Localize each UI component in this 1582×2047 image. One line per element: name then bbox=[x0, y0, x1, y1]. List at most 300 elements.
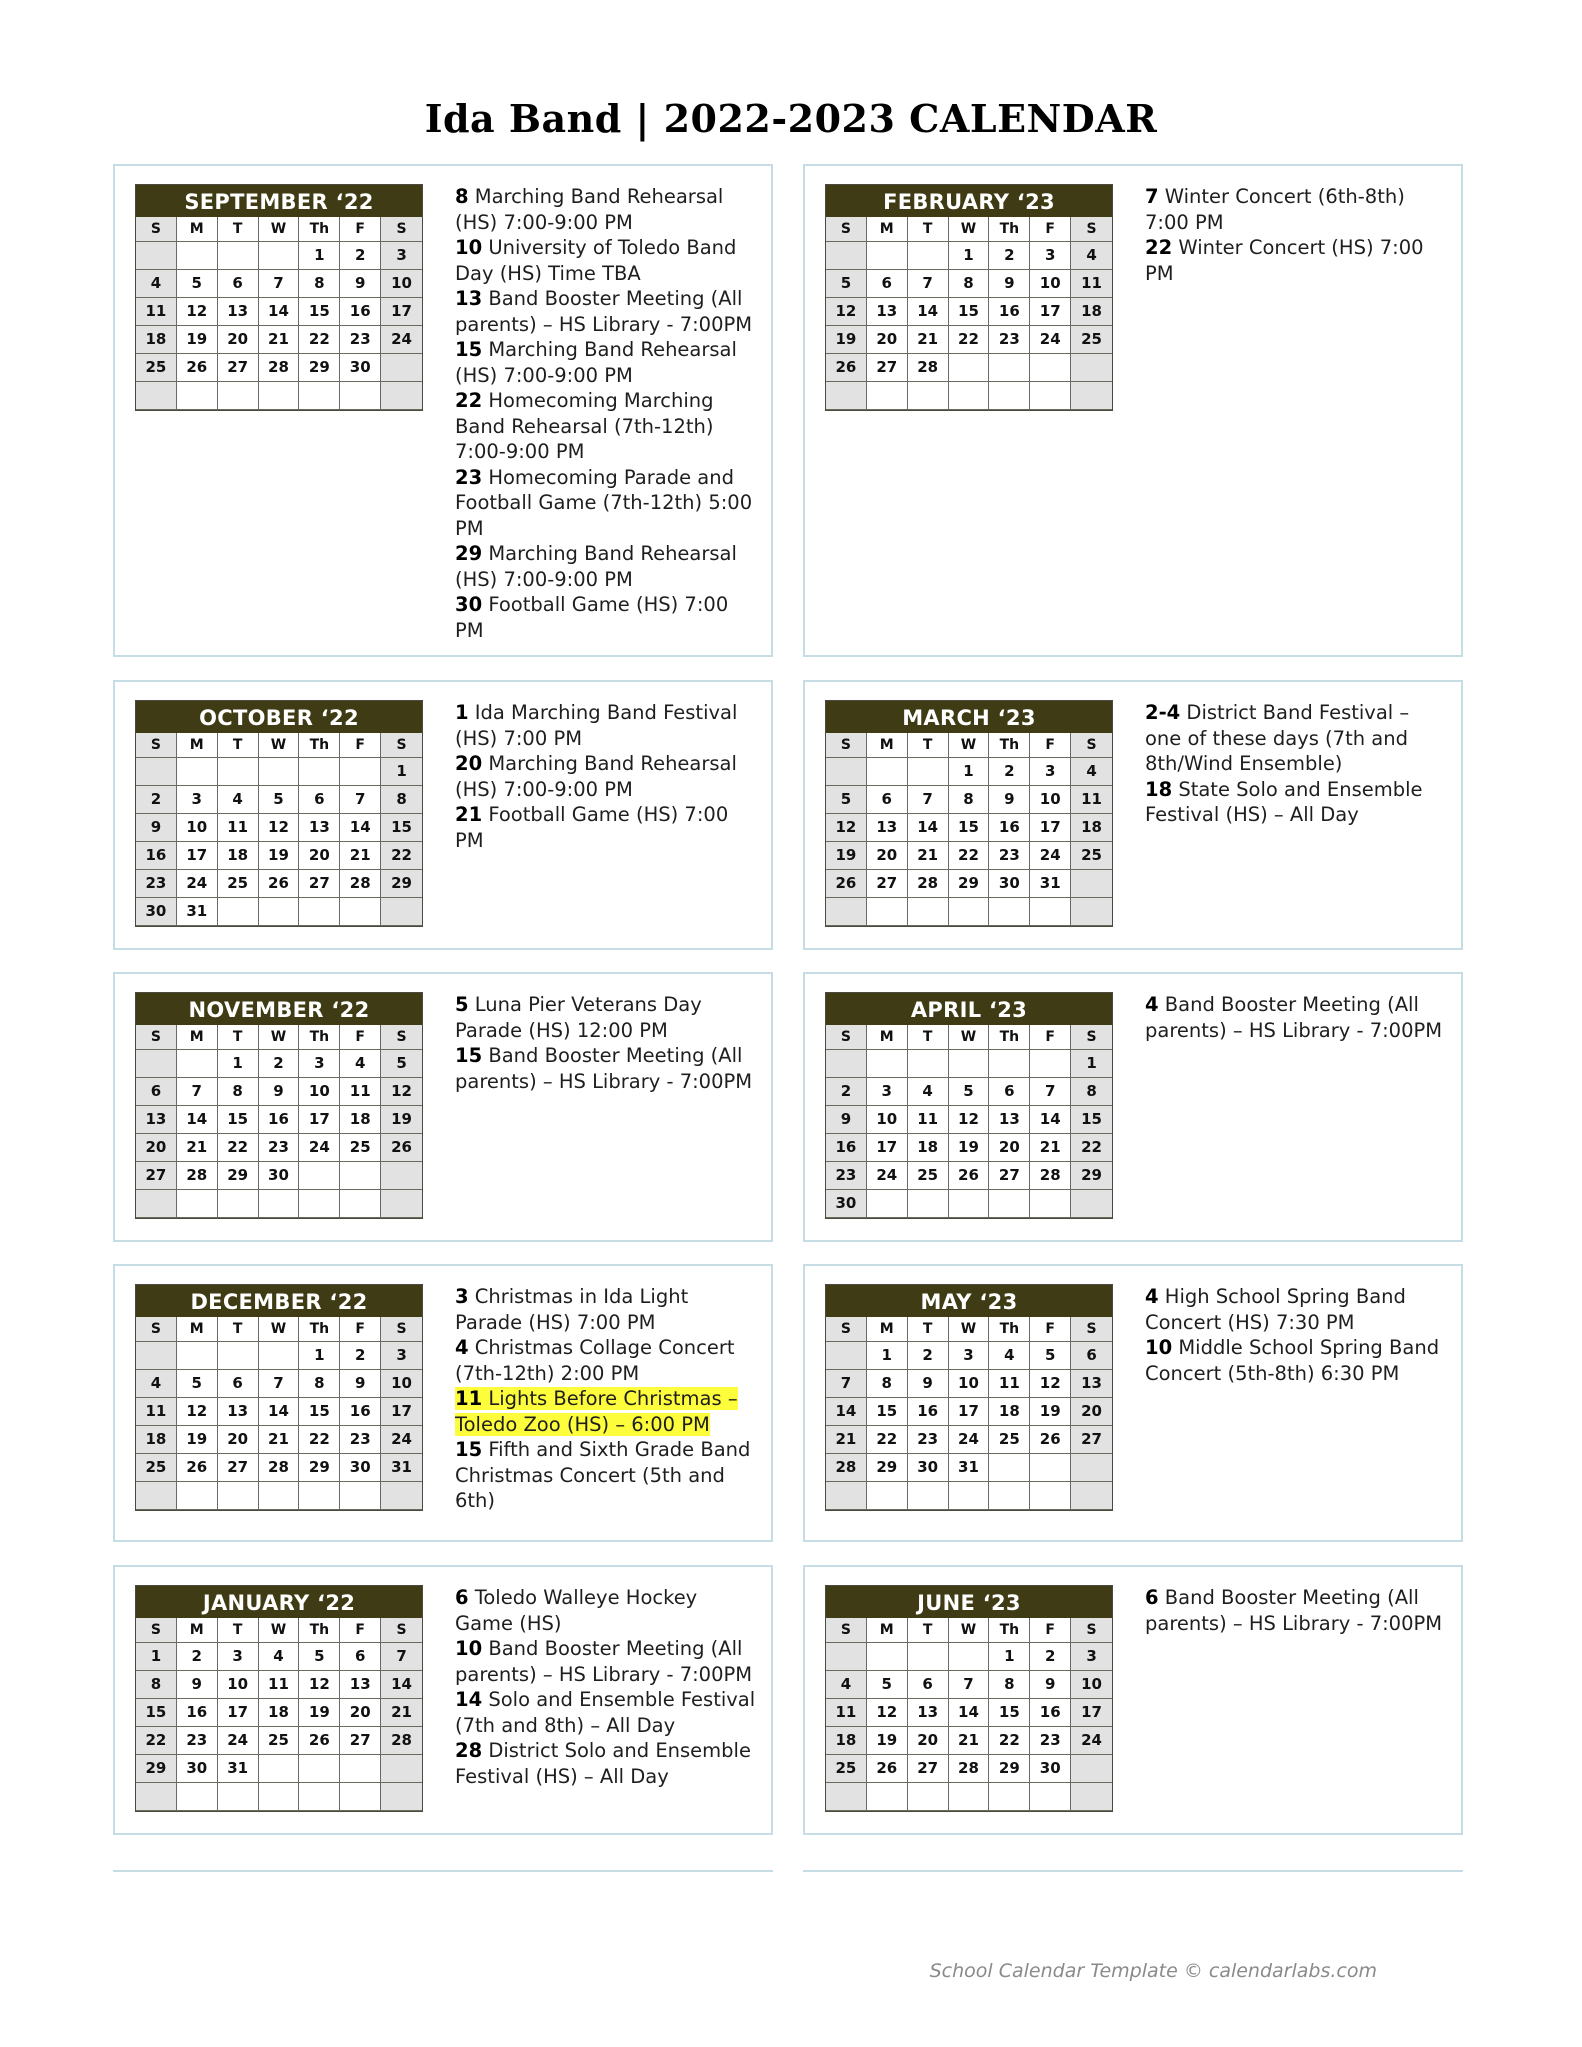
event-date: 23 bbox=[455, 465, 483, 489]
day-cell bbox=[218, 1482, 259, 1510]
day-cell: 21 bbox=[949, 1727, 990, 1755]
event-item bbox=[1145, 1335, 1450, 1386]
day-cell bbox=[299, 758, 340, 786]
day-cell: 26 bbox=[826, 870, 867, 898]
weekday-label: S bbox=[1071, 217, 1112, 242]
day-cell: 28 bbox=[259, 354, 300, 382]
day-cell: 3 bbox=[949, 1342, 990, 1370]
day-cell bbox=[826, 898, 867, 926]
day-cell: 14 bbox=[908, 814, 949, 842]
day-cell: 7 bbox=[381, 1643, 422, 1671]
weekday-label: T bbox=[908, 733, 949, 758]
weekday-label: S bbox=[1071, 1317, 1112, 1342]
weekday-label: S bbox=[381, 1618, 422, 1643]
day-cell bbox=[908, 898, 949, 926]
day-cell: 18 bbox=[908, 1134, 949, 1162]
day-cell: 31 bbox=[949, 1454, 990, 1482]
day-cell: 1 bbox=[381, 758, 422, 786]
event-item bbox=[455, 1386, 760, 1437]
day-cell bbox=[381, 382, 422, 410]
event-date: 3 bbox=[455, 1285, 469, 1308]
day-cell: 17 bbox=[299, 1106, 340, 1134]
month-card bbox=[803, 972, 1463, 1242]
day-cell: 21 bbox=[340, 842, 381, 870]
day-cell: 26 bbox=[177, 354, 218, 382]
day-cell: 30 bbox=[177, 1755, 218, 1783]
day-cell: 10 bbox=[949, 1370, 990, 1398]
event-item bbox=[1145, 184, 1450, 235]
day-cell: 2 bbox=[177, 1643, 218, 1671]
day-cell bbox=[381, 1755, 422, 1783]
day-cell: 2 bbox=[826, 1078, 867, 1106]
day-cell: 20 bbox=[299, 842, 340, 870]
day-cell: 29 bbox=[381, 870, 422, 898]
day-cell bbox=[177, 1050, 218, 1078]
weekday-label: W bbox=[259, 1618, 300, 1643]
day-cell: 1 bbox=[949, 242, 990, 270]
event-list bbox=[1145, 184, 1450, 286]
month-header: MAY ‘23 bbox=[826, 1285, 1112, 1317]
day-cell: 2 bbox=[340, 242, 381, 270]
day-cell bbox=[259, 898, 300, 926]
day-cell bbox=[340, 382, 381, 410]
day-cell: 6 bbox=[340, 1643, 381, 1671]
day-cell: 16 bbox=[340, 298, 381, 326]
day-cell: 5 bbox=[826, 270, 867, 298]
event-text: Winter Concert (6th-8th) 7:00 PM bbox=[1145, 185, 1405, 234]
day-cell bbox=[1030, 898, 1071, 926]
event-date: 13 bbox=[455, 287, 483, 310]
event-list bbox=[1145, 1585, 1450, 1636]
day-cell: 6 bbox=[218, 1370, 259, 1398]
weekday-label: Th bbox=[989, 1618, 1030, 1643]
day-cell: 14 bbox=[949, 1699, 990, 1727]
day-cell: 18 bbox=[259, 1699, 300, 1727]
day-cell: 24 bbox=[218, 1727, 259, 1755]
day-cell bbox=[381, 354, 422, 382]
day-cell: 6 bbox=[136, 1078, 177, 1106]
day-cell: 30 bbox=[908, 1454, 949, 1482]
weekday-label: M bbox=[867, 1317, 908, 1342]
day-cell: 25 bbox=[259, 1727, 300, 1755]
day-cell: 13 bbox=[867, 298, 908, 326]
day-cell bbox=[177, 1190, 218, 1218]
day-cell bbox=[1030, 1783, 1071, 1811]
day-cell bbox=[340, 1190, 381, 1218]
day-cell: 29 bbox=[867, 1454, 908, 1482]
day-cell bbox=[1030, 1482, 1071, 1510]
event-text: State Solo and Ensemble Festival (HS) – All Day bbox=[1145, 777, 1423, 826]
weekday-label: Th bbox=[989, 217, 1030, 242]
event-item bbox=[455, 992, 760, 1043]
day-cell: 21 bbox=[177, 1134, 218, 1162]
day-cell bbox=[989, 1783, 1030, 1811]
day-cell: 27 bbox=[908, 1755, 949, 1783]
day-cell bbox=[908, 242, 949, 270]
weekday-label: S bbox=[381, 217, 422, 242]
day-cell: 10 bbox=[1030, 786, 1071, 814]
event-date: 10 bbox=[1145, 1336, 1173, 1359]
day-cell bbox=[1030, 354, 1071, 382]
event-item bbox=[455, 465, 760, 542]
day-cell bbox=[177, 242, 218, 270]
day-cell: 11 bbox=[259, 1671, 300, 1699]
event-item bbox=[1145, 992, 1450, 1043]
weekday-label: S bbox=[136, 1317, 177, 1342]
weekday-label: T bbox=[218, 1025, 259, 1050]
weekday-label: Th bbox=[989, 1317, 1030, 1342]
month-card bbox=[803, 1565, 1463, 1835]
weekday-label: M bbox=[867, 1025, 908, 1050]
event-text: Solo and Ensemble Festival (7th and 8th) – All Day bbox=[455, 1688, 756, 1737]
day-cell: 14 bbox=[908, 298, 949, 326]
day-cell: 16 bbox=[177, 1699, 218, 1727]
day-cell: 17 bbox=[949, 1398, 990, 1426]
day-grid bbox=[826, 1317, 1112, 1510]
day-cell: 12 bbox=[867, 1699, 908, 1727]
day-cell: 16 bbox=[1030, 1699, 1071, 1727]
day-cell: 15 bbox=[381, 814, 422, 842]
day-cell: 13 bbox=[867, 814, 908, 842]
day-cell: 12 bbox=[381, 1078, 422, 1106]
day-cell: 22 bbox=[299, 1426, 340, 1454]
day-cell: 12 bbox=[259, 814, 300, 842]
day-cell bbox=[218, 758, 259, 786]
weekday-label: S bbox=[381, 733, 422, 758]
event-text: Marching Band Rehearsal (HS) 7:00-9:00 PM bbox=[455, 185, 724, 234]
day-cell: 11 bbox=[136, 1398, 177, 1426]
weekday-label: W bbox=[259, 1025, 300, 1050]
weekday-label: F bbox=[1030, 1317, 1071, 1342]
day-cell: 8 bbox=[989, 1671, 1030, 1699]
day-cell: 29 bbox=[218, 1162, 259, 1190]
event-date: 18 bbox=[1145, 777, 1173, 801]
day-cell bbox=[136, 1482, 177, 1510]
day-cell: 20 bbox=[218, 1426, 259, 1454]
event-item bbox=[1145, 777, 1450, 828]
day-cell bbox=[1071, 1783, 1112, 1811]
day-grid bbox=[826, 1025, 1112, 1218]
event-date: 20 bbox=[455, 752, 483, 775]
day-cell bbox=[908, 1482, 949, 1510]
day-cell: 7 bbox=[949, 1671, 990, 1699]
day-cell: 5 bbox=[381, 1050, 422, 1078]
event-date: 4 bbox=[1145, 1285, 1159, 1308]
month-card bbox=[113, 1264, 773, 1542]
day-cell: 12 bbox=[299, 1671, 340, 1699]
day-cell bbox=[1030, 1190, 1071, 1218]
day-cell bbox=[218, 382, 259, 410]
day-cell bbox=[989, 382, 1030, 410]
mini-calendar bbox=[135, 992, 423, 1219]
weekday-label: T bbox=[218, 1618, 259, 1643]
day-cell: 4 bbox=[989, 1342, 1030, 1370]
day-cell bbox=[299, 1190, 340, 1218]
month-card bbox=[113, 1565, 773, 1835]
event-item bbox=[455, 184, 760, 235]
day-cell: 27 bbox=[1071, 1426, 1112, 1454]
day-cell: 18 bbox=[136, 326, 177, 354]
day-cell: 31 bbox=[218, 1755, 259, 1783]
day-cell bbox=[867, 242, 908, 270]
weekday-label: T bbox=[218, 217, 259, 242]
day-cell: 13 bbox=[1071, 1370, 1112, 1398]
event-item bbox=[455, 286, 760, 337]
day-cell: 13 bbox=[299, 814, 340, 842]
day-cell: 4 bbox=[1071, 242, 1112, 270]
day-cell bbox=[340, 1482, 381, 1510]
day-cell: 20 bbox=[867, 326, 908, 354]
day-cell bbox=[1071, 898, 1112, 926]
weekday-label: T bbox=[908, 1025, 949, 1050]
event-date: 8 bbox=[455, 185, 469, 208]
day-cell: 20 bbox=[340, 1699, 381, 1727]
day-cell bbox=[1071, 1755, 1112, 1783]
day-cell: 26 bbox=[949, 1162, 990, 1190]
day-cell bbox=[1071, 382, 1112, 410]
weekday-label: W bbox=[949, 1317, 990, 1342]
day-cell bbox=[299, 898, 340, 926]
weekday-label: S bbox=[136, 733, 177, 758]
day-cell: 28 bbox=[381, 1727, 422, 1755]
event-list bbox=[1145, 992, 1450, 1043]
event-item bbox=[1145, 700, 1450, 777]
day-cell: 17 bbox=[218, 1699, 259, 1727]
day-cell: 7 bbox=[826, 1370, 867, 1398]
event-list bbox=[455, 700, 760, 853]
day-cell: 8 bbox=[949, 786, 990, 814]
day-cell: 1 bbox=[1071, 1050, 1112, 1078]
day-cell: 1 bbox=[136, 1643, 177, 1671]
day-cell bbox=[136, 1342, 177, 1370]
day-cell: 25 bbox=[136, 354, 177, 382]
day-cell: 23 bbox=[136, 870, 177, 898]
event-item bbox=[455, 235, 760, 286]
event-list bbox=[455, 1585, 760, 1789]
event-item bbox=[455, 388, 760, 465]
day-cell: 30 bbox=[340, 1454, 381, 1482]
day-cell bbox=[218, 1342, 259, 1370]
event-date: 2-4 bbox=[1145, 701, 1181, 724]
weekday-label: M bbox=[867, 217, 908, 242]
weekday-label: F bbox=[340, 1025, 381, 1050]
day-cell bbox=[259, 1755, 300, 1783]
day-cell: 1 bbox=[299, 1342, 340, 1370]
day-cell: 25 bbox=[1071, 842, 1112, 870]
day-cell bbox=[826, 242, 867, 270]
month-card bbox=[803, 680, 1463, 950]
weekday-label: W bbox=[259, 733, 300, 758]
day-cell: 24 bbox=[177, 870, 218, 898]
day-cell: 23 bbox=[989, 842, 1030, 870]
day-cell: 21 bbox=[826, 1426, 867, 1454]
day-cell: 3 bbox=[1030, 758, 1071, 786]
day-cell: 26 bbox=[259, 870, 300, 898]
event-text: Marching Band Rehearsal (HS) 7:00-9:00 PM bbox=[455, 752, 737, 801]
day-cell: 26 bbox=[1030, 1426, 1071, 1454]
day-cell: 5 bbox=[867, 1671, 908, 1699]
day-cell: 11 bbox=[908, 1106, 949, 1134]
day-cell bbox=[989, 354, 1030, 382]
weekday-label: Th bbox=[989, 1025, 1030, 1050]
day-cell bbox=[908, 758, 949, 786]
day-cell: 19 bbox=[826, 326, 867, 354]
day-cell: 15 bbox=[989, 1699, 1030, 1727]
day-cell: 7 bbox=[177, 1078, 218, 1106]
day-cell: 5 bbox=[259, 786, 300, 814]
day-cell: 24 bbox=[1030, 326, 1071, 354]
event-date: 10 bbox=[455, 1637, 483, 1660]
weekday-label: F bbox=[340, 733, 381, 758]
event-text: University of Toledo Band Day (HS) Time TBA bbox=[455, 236, 737, 285]
day-cell bbox=[1071, 1190, 1112, 1218]
day-cell: 12 bbox=[177, 298, 218, 326]
day-cell: 16 bbox=[259, 1106, 300, 1134]
weekday-label: S bbox=[1071, 1025, 1112, 1050]
day-cell: 27 bbox=[299, 870, 340, 898]
day-cell: 24 bbox=[299, 1134, 340, 1162]
event-date: 5 bbox=[455, 993, 469, 1016]
day-cell: 22 bbox=[299, 326, 340, 354]
divider-left bbox=[113, 1870, 773, 1872]
day-cell bbox=[989, 1190, 1030, 1218]
day-cell: 1 bbox=[949, 758, 990, 786]
day-cell: 29 bbox=[136, 1755, 177, 1783]
event-text: Fifth and Sixth Grade Band Christmas Concert (5th and 6th) bbox=[455, 1438, 751, 1512]
weekday-label: T bbox=[218, 733, 259, 758]
day-cell bbox=[381, 1783, 422, 1811]
day-cell: 2 bbox=[989, 758, 1030, 786]
day-cell: 31 bbox=[381, 1454, 422, 1482]
day-cell: 7 bbox=[908, 786, 949, 814]
day-cell: 21 bbox=[1030, 1134, 1071, 1162]
day-cell: 30 bbox=[826, 1190, 867, 1218]
day-cell: 24 bbox=[1030, 842, 1071, 870]
day-cell: 2 bbox=[340, 1342, 381, 1370]
event-list bbox=[1145, 1284, 1450, 1386]
weekday-label: T bbox=[218, 1317, 259, 1342]
day-cell bbox=[259, 242, 300, 270]
day-cell: 9 bbox=[989, 786, 1030, 814]
event-item bbox=[455, 592, 760, 643]
day-cell: 11 bbox=[989, 1370, 1030, 1398]
day-cell: 5 bbox=[177, 1370, 218, 1398]
day-cell: 25 bbox=[136, 1454, 177, 1482]
day-cell bbox=[949, 1643, 990, 1671]
month-card bbox=[113, 164, 773, 657]
event-text: Band Booster Meeting (All parents) – HS Library - 7:00PM bbox=[455, 1637, 753, 1686]
day-cell bbox=[826, 1643, 867, 1671]
day-cell: 11 bbox=[826, 1699, 867, 1727]
event-text: Band Booster Meeting (All parents) – HS Library - 7:00PM bbox=[455, 287, 753, 336]
day-cell: 10 bbox=[1071, 1671, 1112, 1699]
event-date: 15 bbox=[455, 338, 483, 361]
day-cell: 21 bbox=[259, 326, 300, 354]
day-grid bbox=[826, 217, 1112, 410]
month-card bbox=[113, 972, 773, 1242]
day-cell: 17 bbox=[1071, 1699, 1112, 1727]
day-cell bbox=[867, 758, 908, 786]
day-cell: 19 bbox=[177, 326, 218, 354]
day-cell: 25 bbox=[908, 1162, 949, 1190]
day-cell bbox=[218, 242, 259, 270]
day-cell: 2 bbox=[908, 1342, 949, 1370]
day-cell bbox=[908, 1783, 949, 1811]
day-cell: 22 bbox=[949, 842, 990, 870]
day-cell: 28 bbox=[949, 1755, 990, 1783]
day-cell: 4 bbox=[259, 1643, 300, 1671]
day-cell: 28 bbox=[826, 1454, 867, 1482]
day-cell: 13 bbox=[340, 1671, 381, 1699]
day-cell: 17 bbox=[1030, 814, 1071, 842]
day-cell: 23 bbox=[259, 1134, 300, 1162]
day-cell: 20 bbox=[218, 326, 259, 354]
weekday-label: Th bbox=[299, 733, 340, 758]
day-cell: 24 bbox=[1071, 1727, 1112, 1755]
day-cell: 6 bbox=[908, 1671, 949, 1699]
day-cell bbox=[177, 382, 218, 410]
day-cell: 27 bbox=[218, 354, 259, 382]
event-text: High School Spring Band Concert (HS) 7:30 PM bbox=[1145, 1285, 1406, 1334]
day-cell: 29 bbox=[299, 354, 340, 382]
day-grid bbox=[136, 733, 422, 926]
day-cell: 27 bbox=[989, 1162, 1030, 1190]
day-cell: 8 bbox=[381, 786, 422, 814]
day-cell bbox=[259, 382, 300, 410]
day-cell bbox=[908, 382, 949, 410]
day-cell: 17 bbox=[867, 1134, 908, 1162]
day-cell bbox=[299, 1783, 340, 1811]
weekday-label: M bbox=[177, 1025, 218, 1050]
day-cell: 9 bbox=[177, 1671, 218, 1699]
day-cell: 2 bbox=[1030, 1643, 1071, 1671]
day-cell bbox=[177, 758, 218, 786]
event-item bbox=[1145, 1284, 1450, 1335]
day-cell: 3 bbox=[867, 1078, 908, 1106]
event-text: District Band Festival – one of these days (7th and 8th/Wind Ensemble) bbox=[1145, 701, 1410, 775]
day-cell bbox=[826, 758, 867, 786]
day-cell: 11 bbox=[1071, 786, 1112, 814]
day-cell: 12 bbox=[826, 814, 867, 842]
day-cell bbox=[259, 1342, 300, 1370]
day-cell: 6 bbox=[867, 270, 908, 298]
month-header: JUNE ‘23 bbox=[826, 1586, 1112, 1618]
event-text: District Solo and Ensemble Festival (HS) – All Day bbox=[455, 1739, 751, 1788]
month-header: FEBRUARY ‘23 bbox=[826, 185, 1112, 217]
weekday-label: F bbox=[1030, 1025, 1071, 1050]
event-date: 30 bbox=[455, 593, 483, 616]
weekday-label: W bbox=[949, 217, 990, 242]
month-card bbox=[113, 680, 773, 950]
event-item bbox=[455, 1284, 760, 1335]
day-cell: 8 bbox=[299, 1370, 340, 1398]
day-cell bbox=[136, 1783, 177, 1811]
mini-calendar bbox=[825, 184, 1113, 411]
day-cell bbox=[867, 1190, 908, 1218]
day-cell: 13 bbox=[989, 1106, 1030, 1134]
day-cell: 22 bbox=[867, 1426, 908, 1454]
day-cell: 3 bbox=[177, 786, 218, 814]
day-cell bbox=[259, 1482, 300, 1510]
day-cell bbox=[381, 1162, 422, 1190]
weekday-label: W bbox=[949, 1025, 990, 1050]
day-cell bbox=[259, 758, 300, 786]
day-cell: 9 bbox=[340, 270, 381, 298]
day-cell bbox=[826, 1783, 867, 1811]
day-cell: 19 bbox=[826, 842, 867, 870]
day-cell: 7 bbox=[340, 786, 381, 814]
weekday-label: S bbox=[826, 1025, 867, 1050]
